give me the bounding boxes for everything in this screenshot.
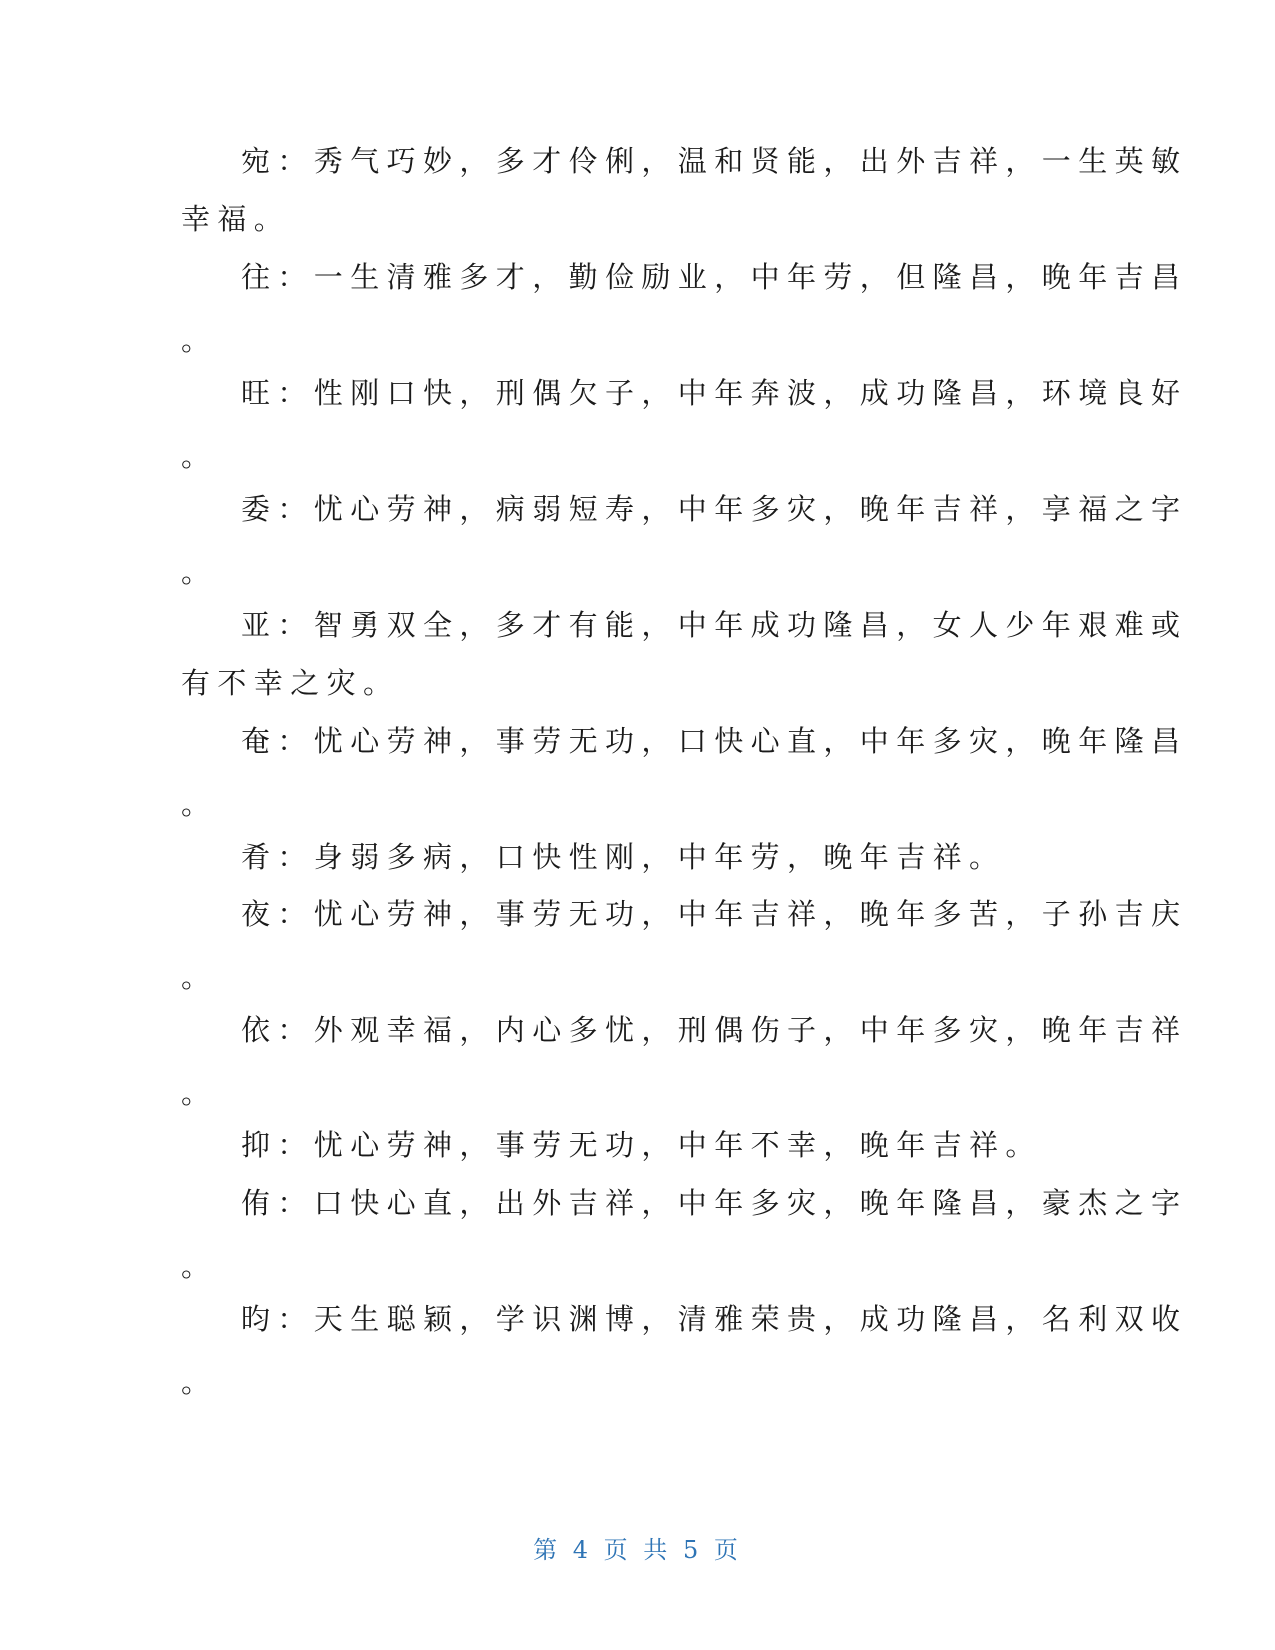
footer-suffix: 页 [713, 1536, 742, 1564]
entry-yan-line1: 奄：忧心劳神，事劳无功，口快心直，中年多灾，晚年隆昌 [241, 724, 1188, 758]
page-footer [0, 1530, 1275, 1565]
entry-wei-line2: 。 [181, 555, 218, 589]
entry-yi-depend-line1: 依：外观幸福，内心多忧，刑偶伤子，中年多灾，晚年吉祥 [241, 1013, 1188, 1047]
entry-wan-line1: 宛：秀气巧妙，多才伶俐，温和贤能，出外吉祥，一生英敏 [241, 144, 1188, 178]
entry-yan-line2: 。 [181, 787, 218, 821]
entry-you-line2: 。 [181, 1249, 218, 1283]
entry-yun-line1: 昀：天生聪颖，学识渊博，清雅荣贵，成功隆昌，名利双收 [241, 1302, 1188, 1336]
entry-wang-go-line2: 。 [181, 323, 218, 357]
entry-yun-line2: 。 [181, 1365, 218, 1399]
entry-you-line1: 侑：口快心直，出外吉祥，中年多灾，晚年隆昌，豪杰之字 [241, 1186, 1188, 1220]
footer-prefix: 第 [533, 1536, 562, 1564]
entry-ye-line2: 。 [181, 960, 218, 994]
entry-yi-depend-line2: 。 [181, 1076, 218, 1110]
entry-wei-line1: 委：忧心劳神，病弱短寿，中年多灾，晚年吉祥，享福之字 [241, 492, 1188, 526]
footer-current-page: 4 [572, 1536, 593, 1564]
footer-total-pages: 5 [682, 1536, 703, 1564]
entry-ye-line1: 夜：忧心劳神，事劳无功，中年吉祥，晚年多苦，子孙吉庆 [241, 897, 1188, 931]
entry-yi-suppress-line1: 抑：忧心劳神，事劳无功，中年不幸，晚年吉祥。 [241, 1128, 1042, 1162]
entry-wang-prosper-line1: 旺：性刚口快，刑偶欠子，中年奔波，成功隆昌，环境良好 [241, 376, 1188, 410]
footer-middle: 页 共 [603, 1536, 672, 1564]
entry-ya-line2: 有不幸之灾。 [181, 666, 400, 700]
entry-wang-prosper-line2: 。 [181, 439, 218, 473]
entry-wan-line2: 幸福。 [181, 202, 291, 236]
entry-ya-line1: 亚：智勇双全，多才有能，中年成功隆昌，女人少年艰难或 [241, 608, 1188, 642]
entry-wang-go-line1: 往：一生清雅多才，勤俭励业，中年劳，但隆昌，晚年吉昌 [241, 260, 1188, 294]
entry-yao-line1: 肴：身弱多病，口快性刚，中年劳，晚年吉祥。 [241, 840, 1006, 874]
